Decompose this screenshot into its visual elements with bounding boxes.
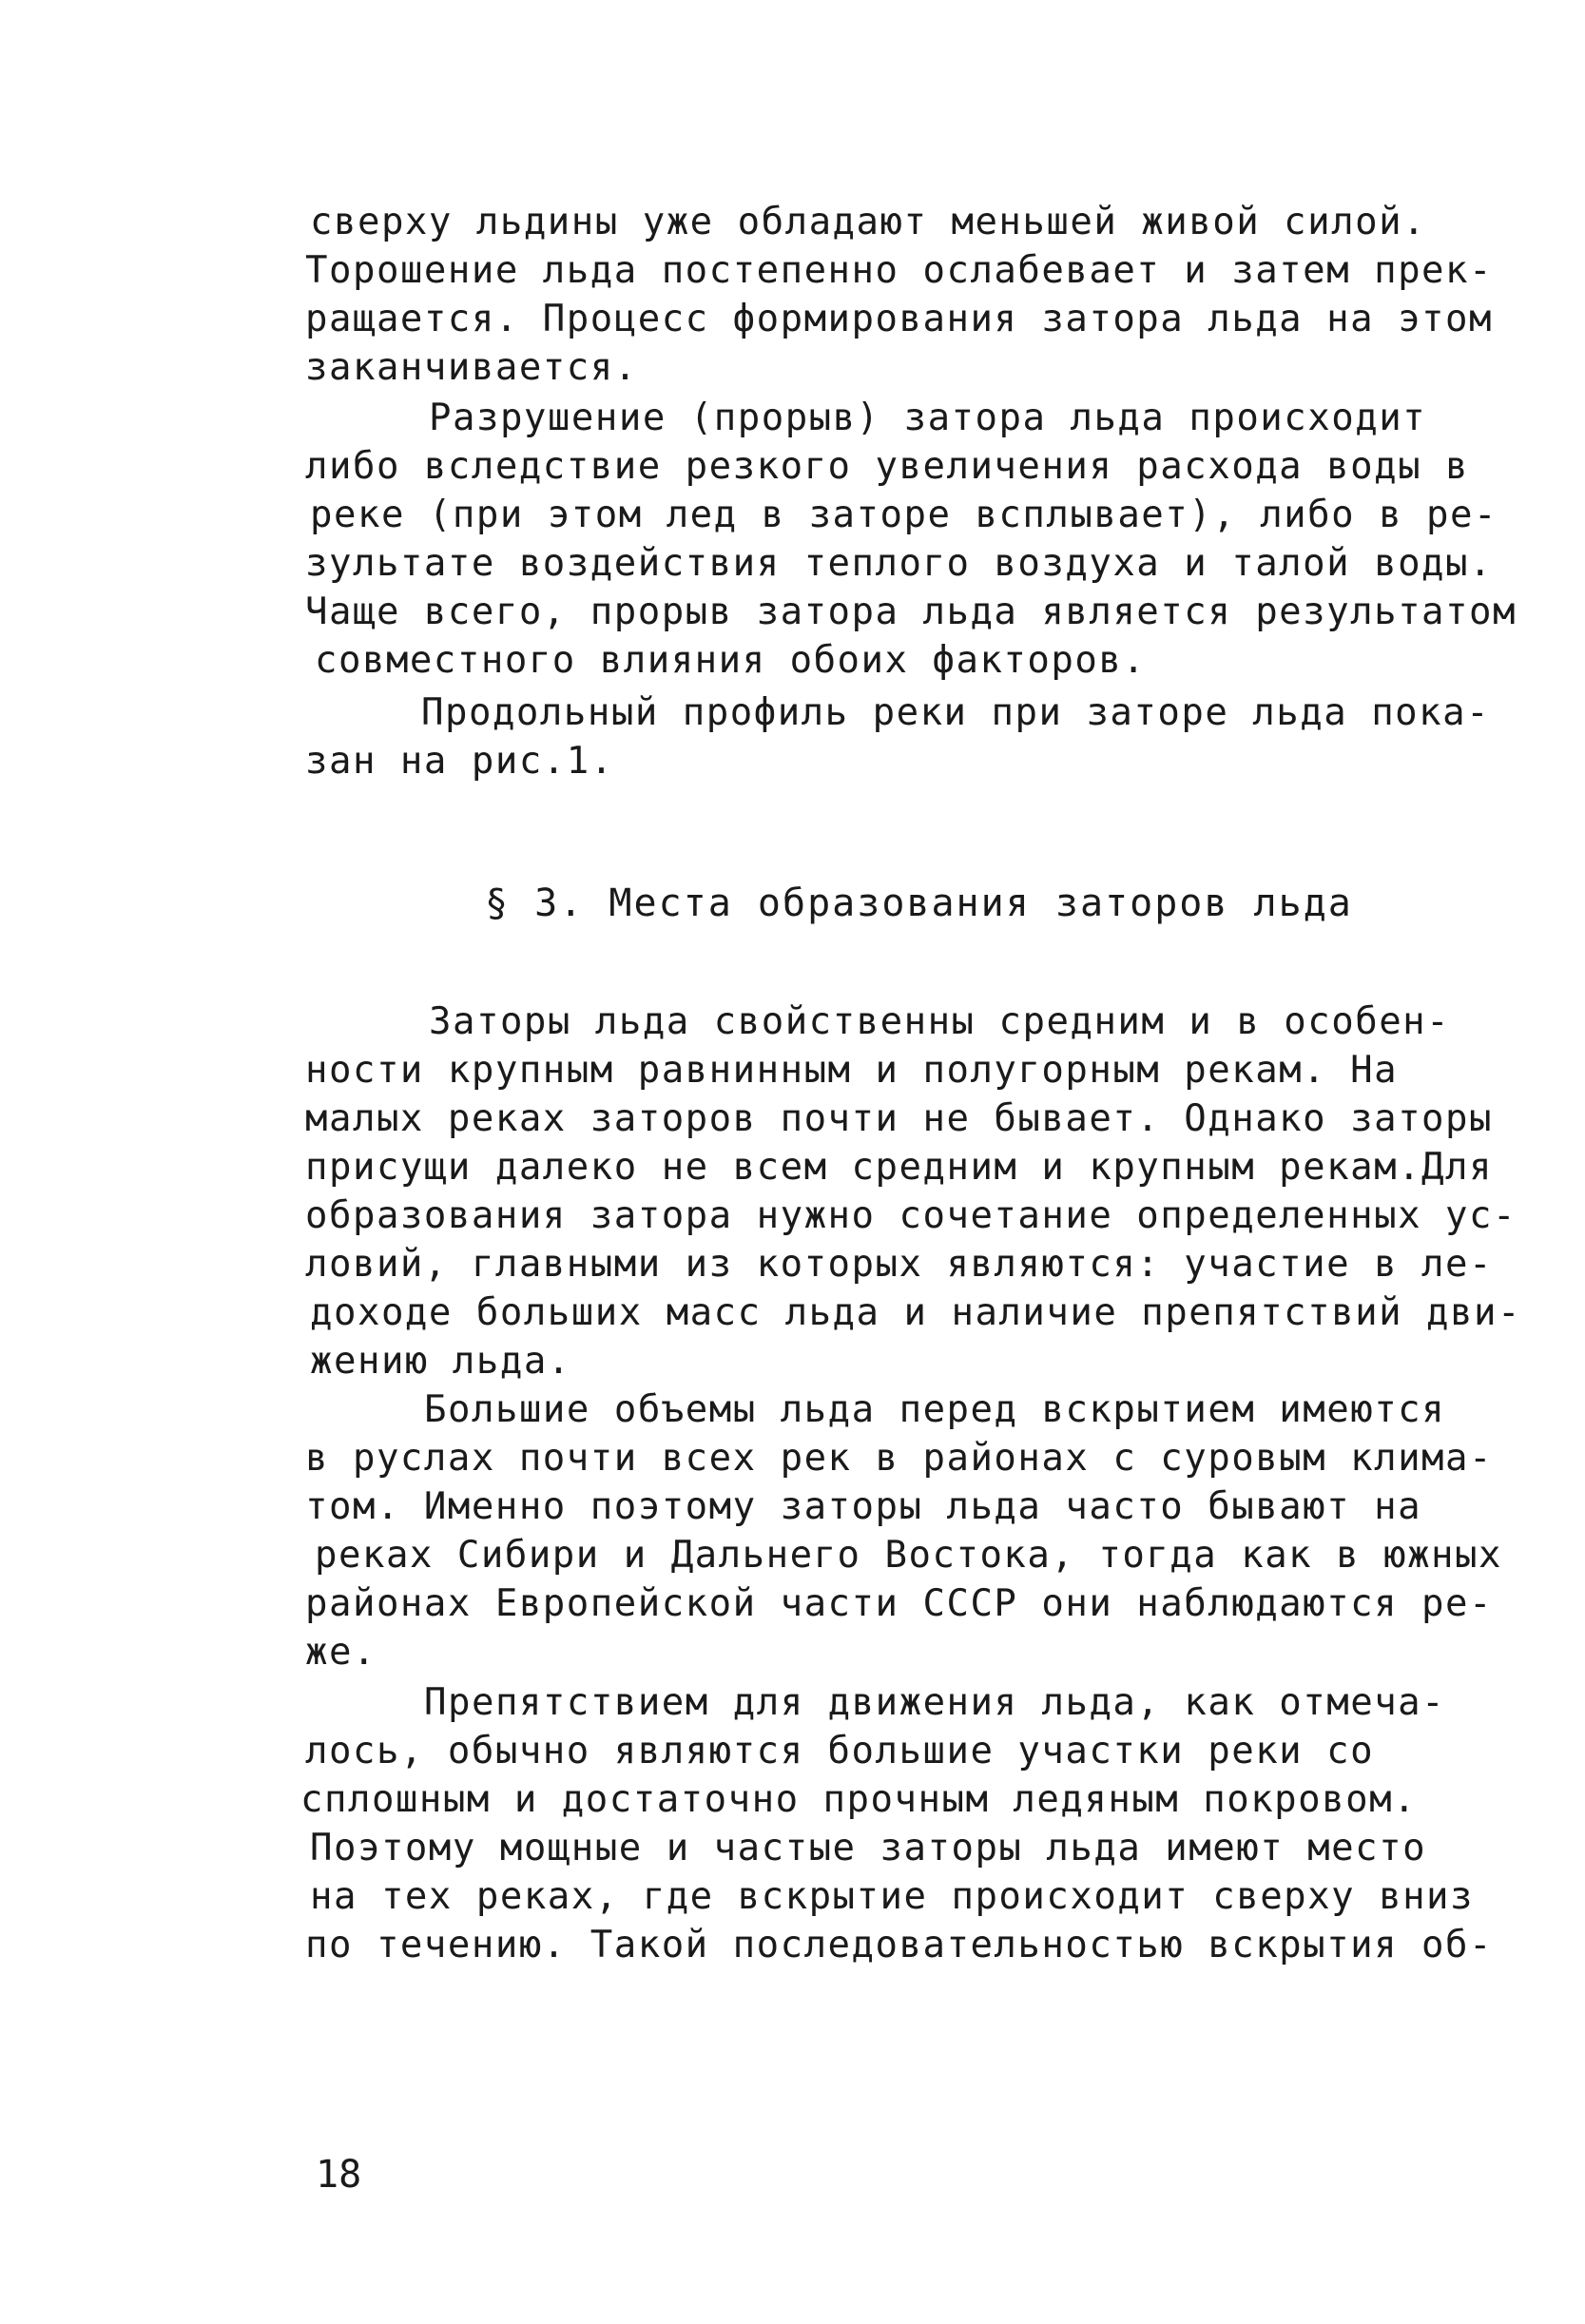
text-line: зан на рис.1. (305, 740, 614, 783)
text-line: совместного влияния обоих факторов. (315, 639, 1147, 682)
section-heading: § 3. Места образования заторов льда (485, 881, 1353, 925)
text-line: Препятствием для движения льда, как отмеча- (424, 1681, 1446, 1724)
text-line: либо вследствие резкого увеличения расхода воды в (305, 445, 1470, 488)
text-line: Поэтому мощные и частые заторы льда имеют место (310, 1827, 1427, 1869)
text-line: Разрушение (прорыв) затора льда происходит (429, 397, 1427, 439)
text-line: Заторы льда свойственны средним и в особен- (429, 1000, 1451, 1043)
text-line: ращается. Процесс формирования затора льда на этом (305, 298, 1493, 340)
text-line: ловий, главными из которых являются: участие в ле- (305, 1243, 1493, 1286)
text-line: присущи далеко не всем средним и крупным рекам.Для (305, 1146, 1493, 1189)
text-line: в руслах почти всех рек в районах с суровым клима- (305, 1437, 1493, 1480)
text-line: малых реках заторов почти не бывает. Однако заторы (305, 1097, 1493, 1140)
text-line: на тех реках, где вскрытие происходит сверху вниз (310, 1875, 1475, 1918)
text-line: образования затора нужно сочетание определенных ус- (305, 1194, 1517, 1237)
text-line: районах Европейской части СССР они наблюдаются ре- (305, 1582, 1493, 1625)
text-line: сплошным и достаточно прочным ледяным покровом. (300, 1778, 1418, 1821)
page-number: 18 (316, 2153, 362, 2197)
text-line: зультате воздействия теплого воздуха и талой воды. (305, 542, 1493, 585)
text-line: ности крупным равнинным и полугорным рекам. На (305, 1049, 1399, 1092)
text-line: сверху льдины уже обладают меньшей живой силой. (310, 201, 1427, 243)
text-line: по течению. Такой последовательностью вскрытия об- (305, 1924, 1493, 1966)
text-line: доходе больших масс льда и наличие препятствий дви- (310, 1291, 1521, 1334)
text-line: Чаще всего, прорыв затора льда является результатом (305, 591, 1517, 633)
text-line: Большие объемы льда перед вскрытием имеются (424, 1388, 1446, 1431)
text-line: реках Сибири и Дальнего Востока, тогда как в южных (315, 1534, 1502, 1577)
text-line: жению льда. (310, 1340, 571, 1383)
text-line: Продольный профиль реки при заторе льда пока- (421, 691, 1491, 734)
text-line: реке (при этом лед в заторе всплывает), либо в ре- (310, 494, 1498, 536)
text-line: же. (305, 1631, 377, 1674)
text-line: Торошение льда постепенно ослабевает и затем прек- (305, 249, 1493, 292)
text-line: том. Именно поэтому заторы льда часто бывают на (305, 1485, 1422, 1528)
text-line: заканчивается. (305, 346, 638, 389)
text-line: лось, обычно являются большие участки реки со (305, 1730, 1375, 1772)
